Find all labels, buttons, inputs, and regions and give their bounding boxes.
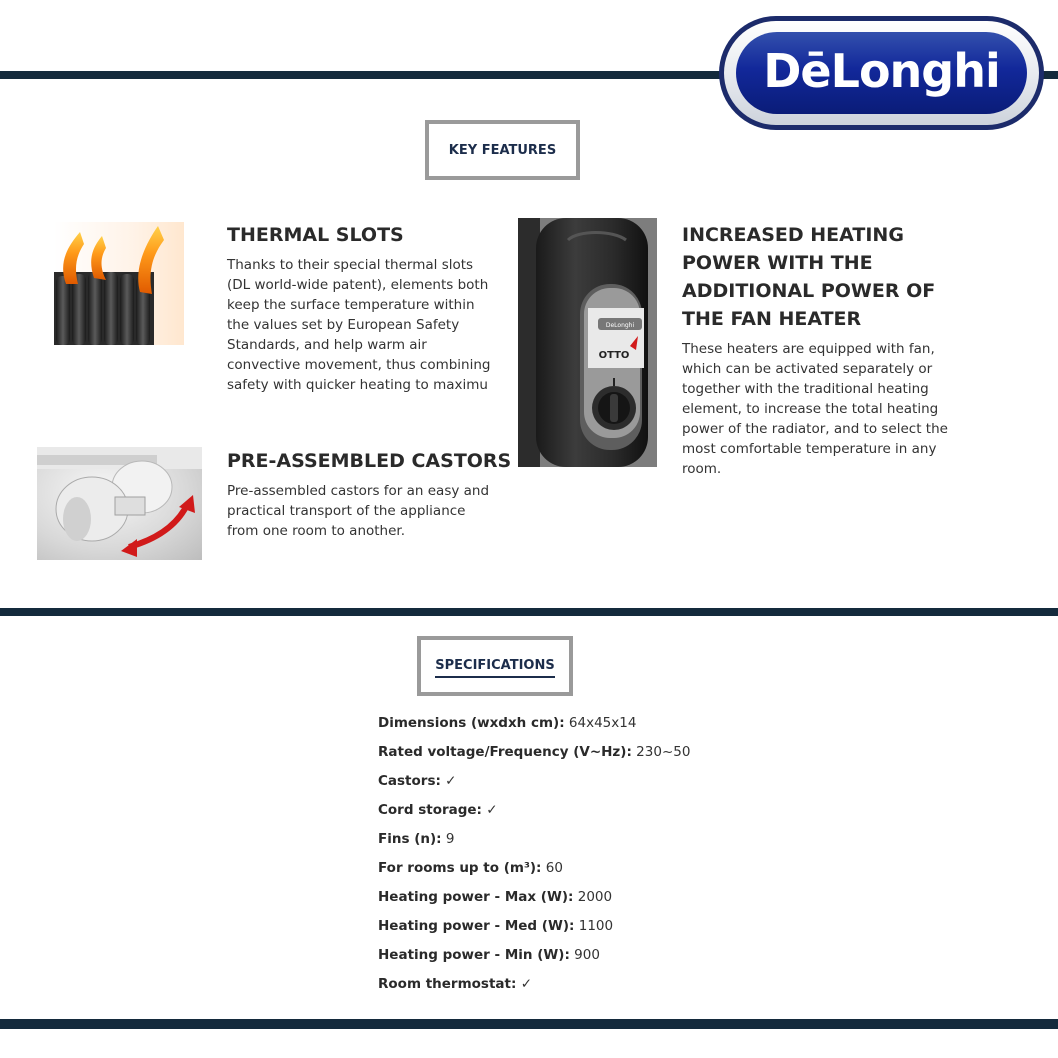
key-features-heading-box (425, 120, 580, 180)
fan-heater-control-panel-image (518, 218, 657, 467)
feature-title-castors: PRE-ASSEMBLED CASTORS (227, 450, 512, 472)
feature-text-castors: Pre-assembled castors for an easy and practical transport of the appliance from one room to another. (227, 483, 490, 539)
spec-item: Heating power - Min (W): 900 (378, 947, 600, 963)
panel-model-label: OTTO (598, 350, 630, 361)
middle-divider (0, 608, 1058, 616)
spec-item: Heating power - Max (W): 2000 (378, 889, 613, 905)
feature-title-thermal-slots: THERMAL SLOTS (227, 224, 404, 246)
feature-text-thermal-slots: Thanks to their special thermal slots (DL world-wide patent), elements both keep the surface temperature within the values set by European Safety Standards, and help warm air convective movement, thus combining safety with quicker heating to maximu (227, 257, 491, 393)
spec-item: For rooms up to (m³): 60 (378, 860, 563, 876)
spec-item: Dimensions (wxdxh cm): 64x45x14 (378, 715, 637, 731)
panel-brand-label: DeLonghi (605, 322, 635, 329)
thermal-slots-image (54, 222, 184, 345)
logo-wordmark: DēLonghi (763, 44, 1000, 98)
spec-item: Room thermostat: ✓ (378, 976, 532, 992)
spec-item: Fins (n): 9 (378, 831, 455, 847)
bottom-divider (0, 1019, 1058, 1029)
specifications-list (378, 715, 690, 1005)
castors-image (37, 447, 202, 560)
feature-title-fan-heater: INCREASED HEATING POWER WITH THE ADDITIONAL POWER OF THE FAN HEATER (682, 224, 936, 330)
spec-item: Castors: ✓ (378, 773, 457, 789)
spec-item: Heating power - Med (W): 1100 (378, 918, 614, 934)
specifications-heading: SPECIFICATIONS (435, 658, 554, 678)
specifications-heading-box (417, 636, 573, 696)
delonghi-logo (719, 16, 1044, 130)
spec-item: Rated voltage/Frequency (V~Hz): 230~50 (378, 744, 691, 760)
spec-item: Cord storage: ✓ (378, 802, 498, 818)
key-features-heading: KEY FEATURES (448, 142, 557, 158)
feature-text-fan-heater: These heaters are equipped with fan, which can be activated separately or together with the traditional heating element, to increase the total heating power of the radiator, and to select the most comfortable temperature in any room. (682, 341, 948, 477)
